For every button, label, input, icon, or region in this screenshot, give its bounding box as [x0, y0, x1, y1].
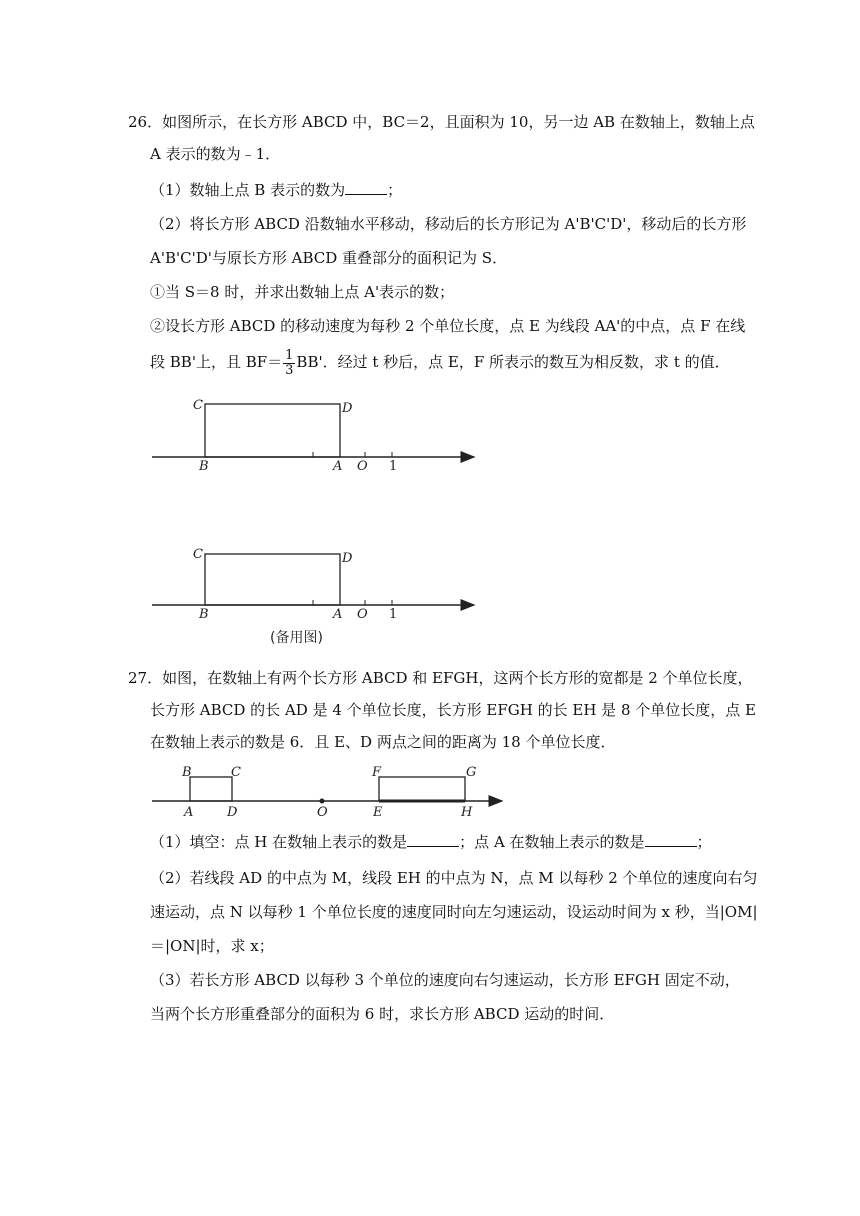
- q27-part1-a: （1）填空：点 H 在数轴上表示的数是: [150, 833, 408, 851]
- q27-line-2: 长方形 ABCD 的长 AD 是 4 个单位长度，长方形 EFGH 的长 EH 是 8 个单位长度，点 E: [150, 701, 756, 719]
- label-one: 1: [389, 459, 398, 474]
- label-f: F: [372, 765, 382, 780]
- label-a: A: [333, 607, 343, 622]
- label-c: C: [193, 398, 203, 413]
- q27-figure: [152, 765, 502, 820]
- label-e: E: [373, 805, 383, 820]
- q27-line-1: 27．如图，在数轴上有两个长方形 ABCD 和 EFGH，这两个长方形的宽都是 2 个单位长度，: [128, 669, 753, 687]
- label-h: H: [461, 805, 473, 820]
- q26-main-figure: [152, 398, 474, 474]
- q26-part2-line-1: （2）将长方形 ABCD 沿数轴水平移动，移动后的长方形记为 A'B'C'D'，移动后的长方形: [150, 215, 747, 233]
- label-c: C: [231, 765, 241, 780]
- q26-part1-text: （1）数轴上点 B 表示的数为: [150, 181, 346, 199]
- label-g: G: [466, 765, 477, 780]
- label-b: B: [199, 459, 209, 474]
- q27-part2-line-3: ＝|ON|时，求 x；: [150, 937, 274, 955]
- origin-point: [320, 799, 325, 804]
- rectangle-abcd: [190, 777, 232, 801]
- q26-sub1: ①当 S＝8 时，并求出数轴上点 A'表示的数；: [150, 283, 455, 301]
- q26-part2-line-2: A'B'C'D'与原长方形 ABCD 重叠部分的面积记为 S．: [150, 249, 508, 267]
- q27-line-3: 在数轴上表示的数是 6．且 E、D 两点之间的距离为 18 个单位长度．: [150, 733, 616, 751]
- label-o: O: [357, 459, 368, 474]
- label-o: O: [357, 607, 368, 622]
- backup-figure-caption: (备用图): [270, 630, 323, 646]
- fraction-denominator: 3: [285, 362, 294, 378]
- q26-backup-figure: [152, 547, 474, 646]
- rectangle-abcd: [205, 554, 340, 605]
- q26-sub2-pre: 段 BB'上，且 BF＝: [150, 353, 283, 371]
- q27-part3-line-2: 当两个长方形重叠部分的面积为 6 时，求长方形 ABCD 运动的时间．: [150, 1005, 615, 1023]
- q26-sub2-line-1: ②设长方形 ABCD 的移动速度为每秒 2 个单位长度，点 E 为线段 AA'的中点，点 F 在线: [150, 317, 746, 335]
- label-d: D: [342, 401, 353, 416]
- q27-part3-line-1: （3）若长方形 ABCD 以每秒 3 个单位的速度向右匀速运动，长方形 EFGH 固定不动，: [150, 971, 740, 989]
- answer-blank: [407, 832, 459, 847]
- q27-part1: [150, 832, 712, 852]
- label-a: A: [184, 805, 194, 820]
- label-d: D: [227, 805, 238, 820]
- label-b: B: [182, 765, 192, 780]
- answer-blank: [645, 832, 697, 847]
- label-c: C: [193, 547, 203, 562]
- q27-part2-line-2: 速运动，点 N 以每秒 1 个单位长度的速度同时向左匀速运动，设运动时间为 x 秒，当|OM|: [150, 903, 758, 921]
- label-one: 1: [389, 607, 398, 622]
- q27-part1-c: ；: [696, 833, 712, 851]
- fraction-numerator: 1: [285, 347, 294, 363]
- rectangle-efgh: [379, 777, 465, 801]
- label-o: O: [317, 805, 328, 820]
- label-a: A: [333, 459, 343, 474]
- rectangle-abcd: [205, 404, 340, 457]
- q26-part1-end: ；: [387, 181, 403, 199]
- label-d: D: [342, 551, 353, 566]
- label-b: B: [199, 607, 209, 622]
- q26-sub2-post: BB'．经过 t 秒后，点 E，F 所表示的数互为相反数，求 t 的值．: [296, 353, 730, 371]
- q27-part1-b: ；点 A 在数轴上表示的数是: [459, 833, 645, 851]
- q26-line-1: 26．如图所示，在长方形 ABCD 中，BC＝2，且面积为 10，另一边 AB 在数轴上，数轴上点: [128, 113, 755, 131]
- q26-line-2: A 表示的数为﹣1．: [150, 145, 281, 163]
- q27-part2-line-1: （2）若线段 AD 的中点为 M，线段 EH 的中点为 N，点 M 以每秒 2 个单位的速度向右匀: [150, 869, 758, 887]
